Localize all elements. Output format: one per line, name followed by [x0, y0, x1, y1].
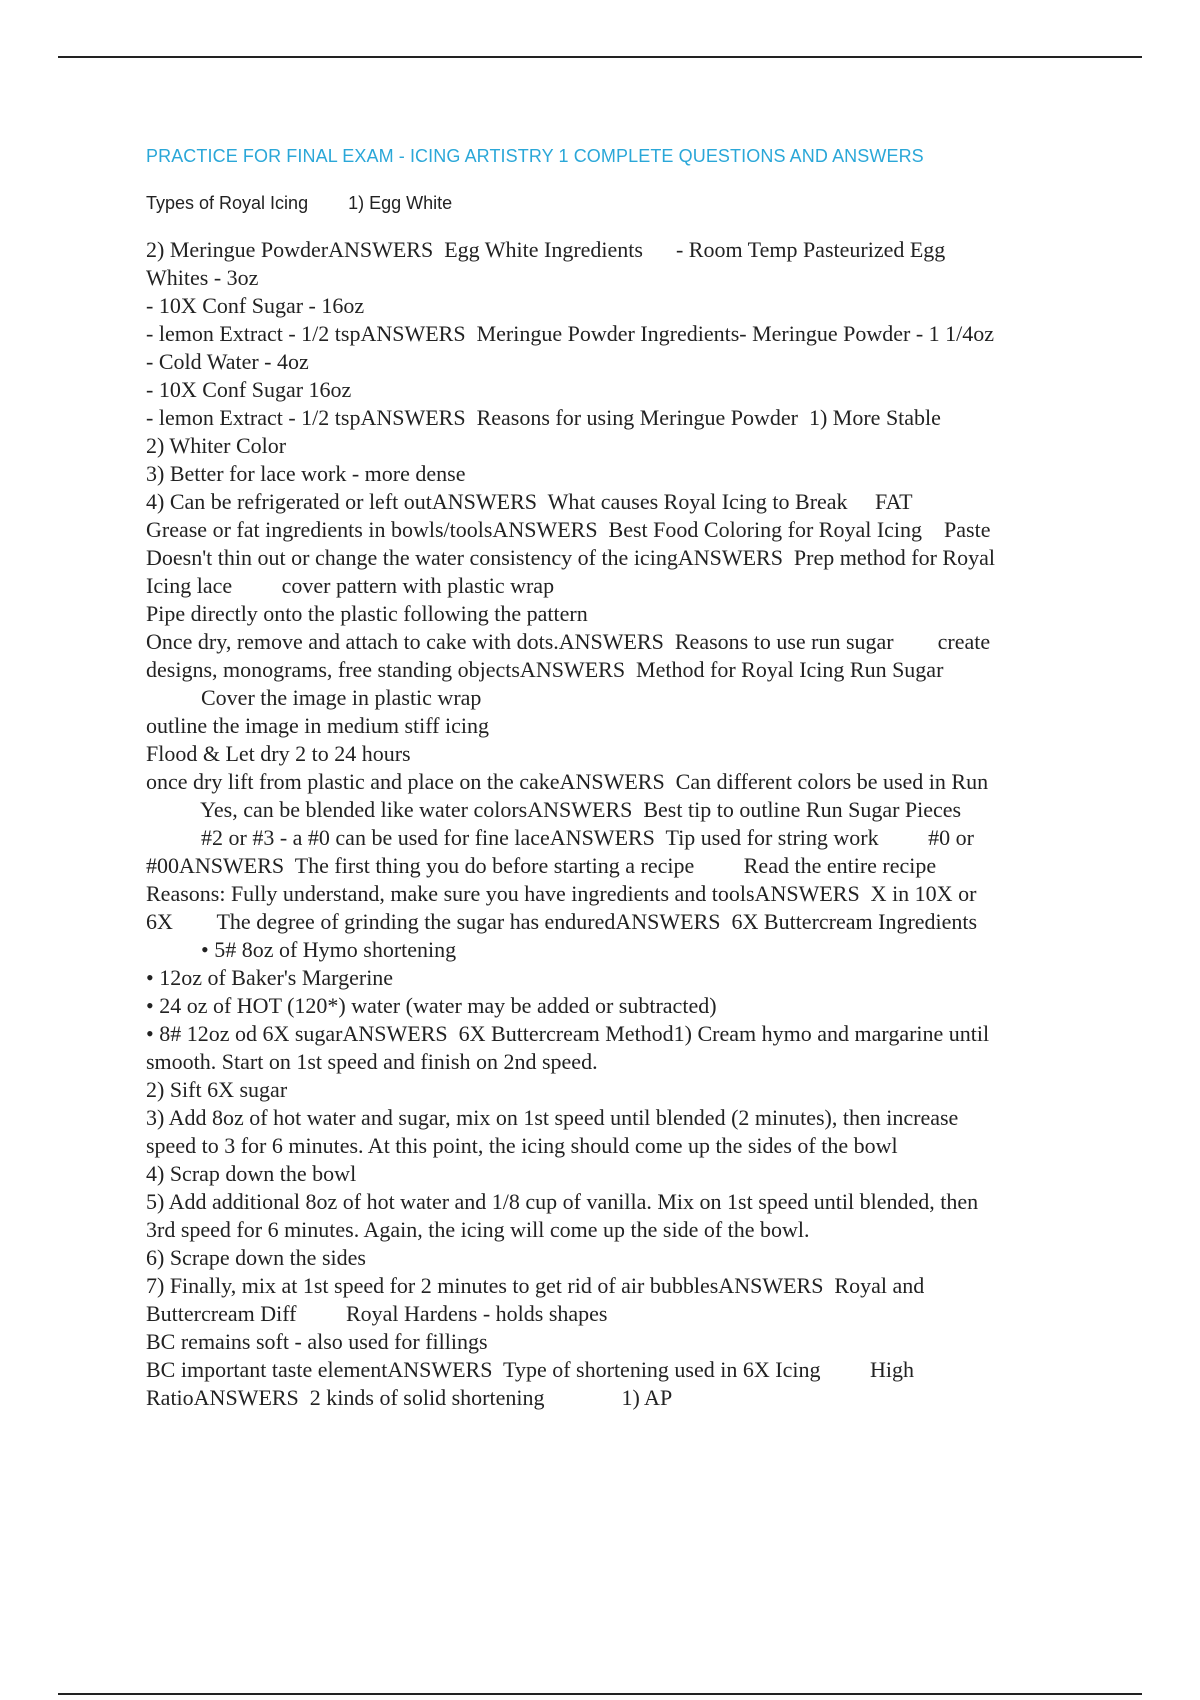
- body-line: • 12oz of Baker's Margerine: [146, 965, 394, 990]
- body-line: Doesn't thin out or change the water consistency of the icingANSWERS Prep method for Royal: [146, 545, 995, 570]
- body-line: smooth. Start on 1st speed and finish on 2nd speed.: [146, 1049, 598, 1074]
- body-line: RatioANSWERS 2 kinds of solid shortening 1) AP: [146, 1385, 673, 1410]
- body-line: BC remains soft - also used for fillings: [146, 1329, 488, 1354]
- body-line: outline the image in medium stiff icing: [146, 713, 489, 738]
- document-title: PRACTICE FOR FINAL EXAM - ICING ARTISTRY 1 COMPLETE QUESTIONS AND ANSWERS: [146, 146, 924, 166]
- body-line: Flood & Let dry 2 to 24 hours: [146, 741, 411, 766]
- body-line: Buttercream Diff Royal Hardens - holds shapes: [146, 1301, 608, 1326]
- body-line: 2) Meringue PowderANSWERS Egg White Ingredients - Room Temp Pasteurized Egg: [146, 237, 946, 262]
- body-line: Cover the image in plastic wrap: [146, 685, 482, 710]
- body-line: 2) Sift 6X sugar: [146, 1077, 288, 1102]
- body-line: 3) Add 8oz of hot water and sugar, mix on 1st speed until blended (2 minutes), then increase: [146, 1105, 959, 1130]
- body-line: - lemon Extract - 1/2 tspANSWERS Meringue Powder Ingredients- Meringue Powder - 1 1/4oz: [146, 321, 995, 346]
- body-line: Whites - 3oz: [146, 265, 259, 290]
- body-line: once dry lift from plastic and place on the cakeANSWERS Can different colors be used in Run: [146, 769, 989, 794]
- body-line: #2 or #3 - a #0 can be used for fine laceANSWERS Tip used for string work #0 or: [146, 825, 974, 850]
- body-line: 3rd speed for 6 minutes. Again, the icing will come up the side of the bowl.: [146, 1217, 810, 1242]
- body-line: Once dry, remove and attach to cake with dots.ANSWERS Reasons to use run sugar create: [146, 629, 991, 654]
- body-line: Icing lace cover pattern with plastic wrap: [146, 573, 555, 598]
- body-line: Grease or fat ingredients in bowls/toolsANSWERS Best Food Coloring for Royal Icing Paste: [146, 517, 991, 542]
- body-line: 7) Finally, mix at 1st speed for 2 minutes to get rid of air bubblesANSWERS Royal and: [146, 1273, 925, 1298]
- body-line: - Cold Water - 4oz: [146, 349, 309, 374]
- first-answer: 1) Egg White: [348, 193, 453, 213]
- body-line: 6) Scrape down the sides: [146, 1245, 366, 1270]
- footer-rule: [58, 1693, 1142, 1695]
- body-line: Yes, can be blended like water colorsANSWERS Best tip to outline Run Sugar Pieces: [146, 797, 962, 822]
- body-line: 6X The degree of grinding the sugar has enduredANSWERS 6X Buttercream Ingredients: [146, 909, 978, 934]
- body-line: • 8# 12oz od 6X sugarANSWERS 6X Buttercream Method1) Cream hymo and margarine until: [146, 1021, 990, 1046]
- body-line: • 5# 8oz of Hymo shortening: [146, 937, 457, 962]
- body-line: 5) Add additional 8oz of hot water and 1/8 cup of vanilla. Mix on 1st speed until blended, then: [146, 1189, 979, 1214]
- body-line: 4) Scrap down the bowl: [146, 1161, 357, 1186]
- document-body: [146, 236, 1086, 1412]
- body-line: speed to 3 for 6 minutes. At this point, the icing should come up the sides of the bowl: [146, 1133, 898, 1158]
- body-line: BC important taste elementANSWERS Type of shortening used in 6X Icing High: [146, 1357, 914, 1382]
- body-line: #00ANSWERS The first thing you do before starting a recipe Read the entire recipe: [146, 853, 937, 878]
- body-line: 3) Better for lace work - more dense: [146, 461, 466, 486]
- first-question: Types of Royal Icing: [146, 193, 309, 213]
- body-line: 4) Can be refrigerated or left outANSWERS What causes Royal Icing to Break FAT: [146, 489, 913, 514]
- body-line: Pipe directly onto the plastic following the pattern: [146, 601, 588, 626]
- body-line: - 10X Conf Sugar 16oz: [146, 377, 352, 402]
- body-line: 2) Whiter Color: [146, 433, 287, 458]
- body-line: designs, monograms, free standing objectsANSWERS Method for Royal Icing Run Sugar: [146, 657, 944, 682]
- body-line: - 10X Conf Sugar - 16oz: [146, 293, 365, 318]
- header-rule: [58, 56, 1142, 58]
- body-line: - lemon Extract - 1/2 tspANSWERS Reasons for using Meringue Powder 1) More Stable: [146, 405, 941, 430]
- body-line: • 24 oz of HOT (120*) water (water may be added or subtracted): [146, 993, 717, 1018]
- body-line: Reasons: Fully understand, make sure you have ingredients and toolsANSWERS X in 10X or: [146, 881, 977, 906]
- first-question-line: [146, 193, 452, 214]
